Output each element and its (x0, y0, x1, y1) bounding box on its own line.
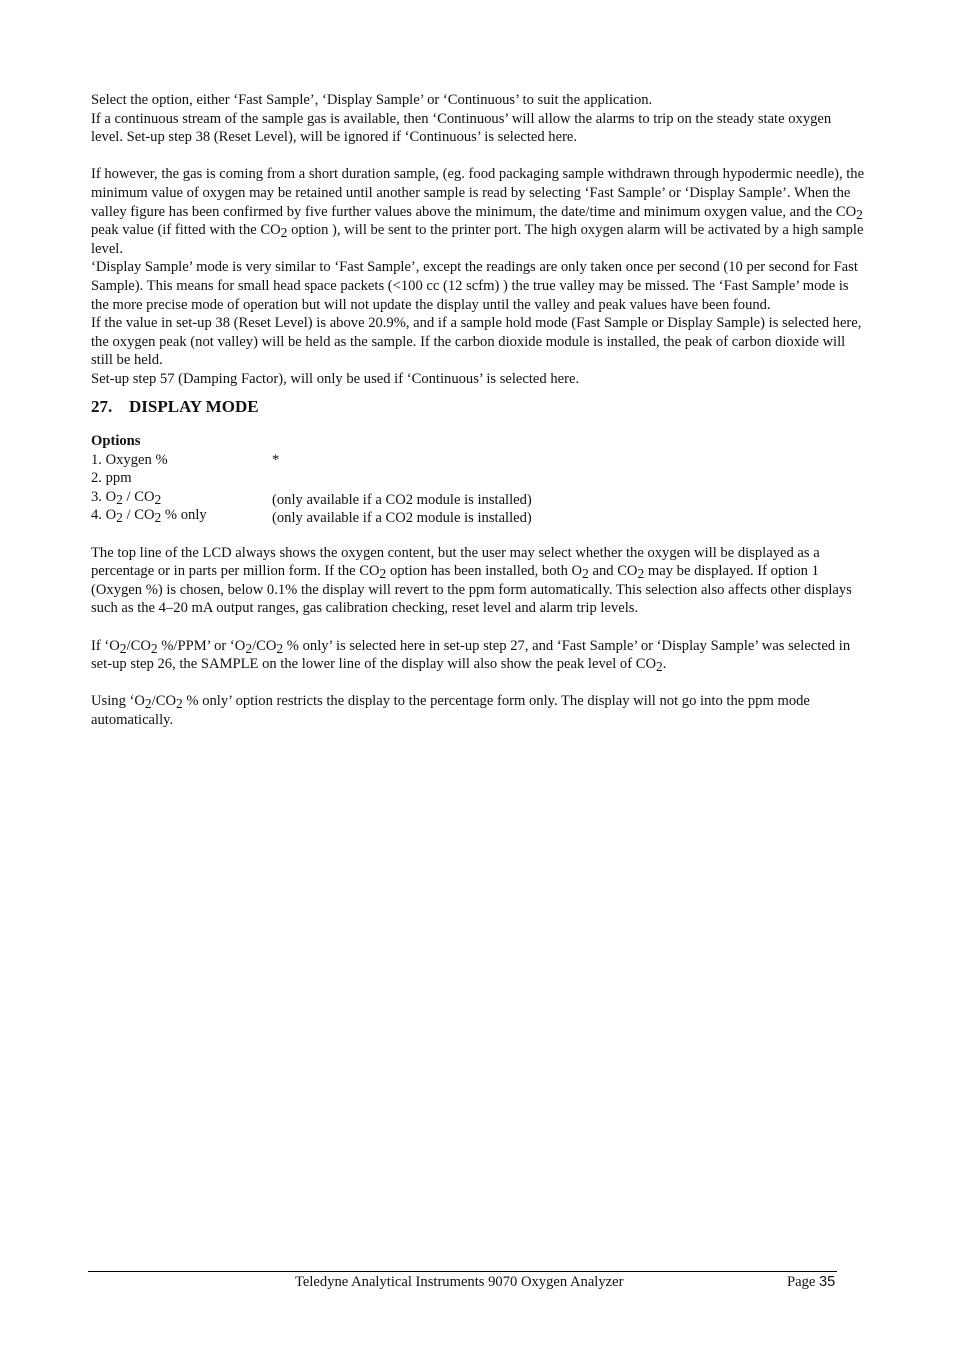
option-row: 1. Oxygen % * (91, 451, 280, 468)
document-body (91, 91, 866, 730)
paragraph-percent-only: Using ‘$O_2/CO_2$ % only’ option restricts the display to the percentage form only. The display will not go into the ppm mode automatically. (91, 693, 810, 728)
option-row: 3. $O_2 / CO_2$ (only available if a CO2 module is installed) (91, 488, 532, 508)
paragraph-reset-level: If the value in set-up 38 (Reset Level) is above 20.9%, and if a sample hold mode (Fast Sample or Display Sample) is selected here, the oxygen peak (not valley) will be held as the sample. If the carbon dioxide module is installed, the peak of carbon dioxide will still be held. (91, 315, 862, 369)
paragraph-lcd-display: The top line of the LCD always shows the oxygen content, but the user may select whether the oxygen will be displayed as a percentage or in parts per million form. If the $CO_2$ option has been installed, both $O_2$ and $CO_2$ may be displayed. If option 1 (Oxygen %) is chosen, below 0.1% the display will revert to the ppm form automatically. This selection also affects other displays such as the 4–20 mA output ranges, gas calibration checking, reset level and alarm trip levels. (91, 544, 852, 617)
options-title: Options (91, 433, 141, 450)
option-row: 4. $O_2 / CO_2$ % only (only available if a CO2 module is installed) (91, 507, 532, 527)
section-heading: 27. DISPLAY MODE (91, 396, 259, 416)
paragraph-short-sample: If however, the gas is coming from a short duration sample, (eg. food packaging sample withdrawn through hypodermic needle), the minimum value of oxygen may be retained until another sample is read by selecting ‘Fast Sample’ or ‘Display Sample’. When the valley figure has been confirmed by five further values above the minimum, the date/time and minimum oxygen value, and the $CO_2$ peak value (if fitted with the $CO_2$ option ), will be sent to the printer port. The high oxygen alarm will be activated by a high sample level. (91, 166, 865, 257)
paragraph-display-sample: ‘Display Sample’ mode is very similar to ‘Fast Sample’, except the readings are only taken once per second (10 per second for Fast Sample). This means for small head space packets (<100 cc (12 scfm) ) the true valley may be missed. The ‘Fast Sample’ mode is the more precise mode of operation but will not update the display until the valley and peak values have been found. (91, 259, 858, 313)
paragraph-damping-factor: Set-up step 57 (Damping Factor), will only be used if ‘Continuous’ is selected here. (91, 370, 580, 387)
footer-title: Teledyne Analytical Instruments 9070 Oxygen Analyzer (295, 1274, 624, 1290)
option-row: 2. ppm (91, 470, 132, 487)
options-block (91, 432, 866, 525)
page-number: Page 35 (787, 1274, 836, 1290)
intro-line-1: Select the option, either ‘Fast Sample’, ‘Display Sample’ or ‘Continuous’ to suit the application. (91, 92, 653, 108)
footer-divider (88, 1271, 837, 1272)
paragraph-sample-peak: If ‘$O_2/CO_2$ %/PPM’ or ‘$O_2/CO_2$ % only’ is selected here in set-up step 27, and ‘Fast Sample’ or ‘Display Sample’ was selected in set-up step 26, the SAMPLE on the lower line of the display will also show the peak level of $CO_2$. (91, 637, 851, 675)
intro-line-2: If a continuous stream of the sample gas is available, then ‘Continuous’ will allow the alarms to trip on the steady state oxygen level. Set-up step 38 (Reset Level), will be ignored if ‘Continuous’ is selected here. (91, 110, 832, 146)
